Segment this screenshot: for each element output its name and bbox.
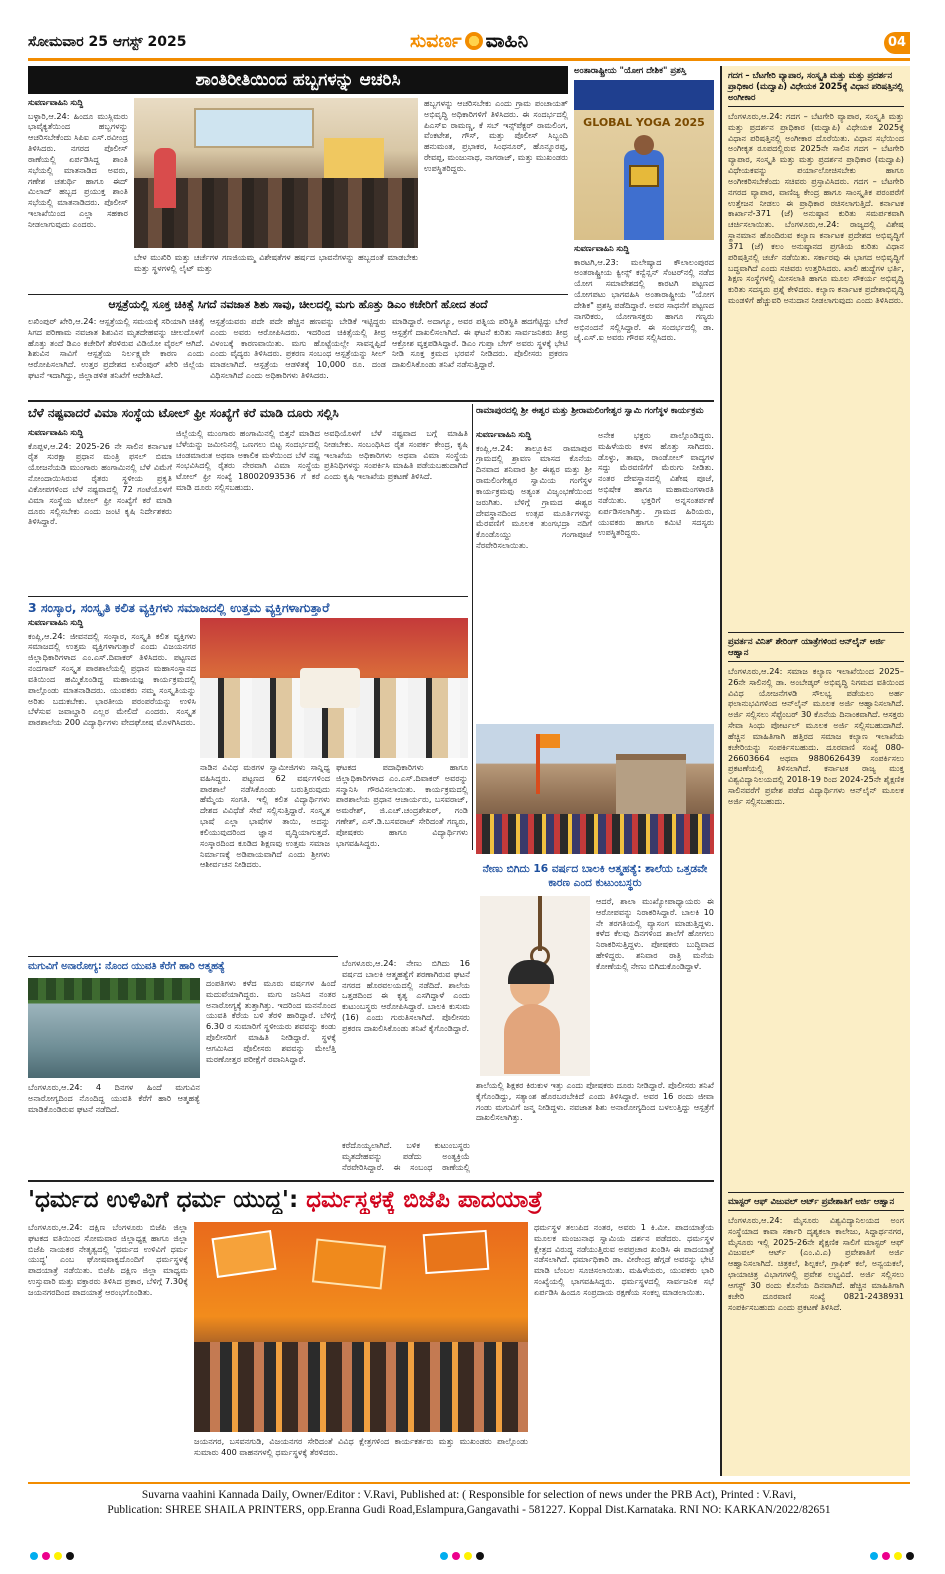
lake-caption — [28, 1082, 200, 1148]
footer — [28, 1488, 910, 1518]
yoga-photo-banner-text: GLOBAL YOGA 2025 — [583, 116, 705, 129]
padayatra-col1 — [28, 1222, 188, 1472]
festival-headline: ಶಾಂತಿರೀತಿಯಿಂದ ಹಬ್ಬಗಳನ್ನು ಆಚರಿಸಿ — [195, 70, 401, 90]
lake-bottom — [342, 1140, 470, 1174]
lake-photo — [28, 978, 200, 1078]
padayatra-photo-tail — [194, 1436, 528, 1472]
hospital-col2-text: ಆಸ್ಪತ್ರೆಯವರು ಪದೇ ಪದೇ ಹೆಚ್ಚಿನ ಹಣವನ್ನು ಬೇಡಿಕೆ ಇಟ್ಟಿದ್ದರು ಎಂದು ಅವರು ಆರೋಪಿಸಿದರು. ಇದರಿಂದ ಚಿಕಿತ್ಸೆಯಲ್ಲಿ ತೀವ್ರ ವಿಳಂಬಕ್ಕೆ ಕಾರಣವಾಯಿತು. ಮಗು ಹೊಟ್ಟೆಯಲ್ಲೇ ಸಾವನ್ನಪ್ಪಿದೆ ಎಂದು ವೈದ್ಯರು ತಿಳಿಸಿದರು. ಪ್ರಕರಣ ಸಂಬಂಧ ಆಸ್ಪತ್ರೆಯನ್ನು ಸೀಲ್ ಮಾಡಲಾಗಿದೆ. ಆಸ್ಪತ್ರೆಯ ಆಡಳಿತಕ್ಕೆ 10,000 ರೂ. ದಂಡ ವಿಧಿಸಲಾಗಿದೆ ಎಂದು ಅಧಿಕಾರಿಗಳು ತಿಳಿಸಿದರು. — [210, 316, 386, 381]
culture-col2 — [200, 762, 330, 948]
student-tail — [476, 1080, 714, 1148]
brand-emblem-icon — [465, 32, 483, 50]
right-block2-body: ಬೆಂಗಳೂರು,ಆ.24: ಸಮಾಜ ಕಲ್ಯಾಣ ಇಲಾಖೆಯಿಂದ 2025–26ನೇ ಸಾಲಿನಲ್ಲಿ ಡಾ. ಅಂಬೇಡ್ಕರ್ ಅಭಿವೃದ್ಧಿ ನಿಗಮದ ವತಿಯಿಂದ ವಿವಿಧ ಯೋಜನೆಗಳಡಿ ಸೌಲಭ್ಯ ಪಡೆಯಲು ಅರ್ಹ ಫಲಾನುಭವಿಗಳಿಂದ ಆನ್‌ಲೈನ್ ಮೂಲಕ ಅರ್ಜಿ ಆಹ್ವಾನಿಸಲಾಗಿದೆ. ಅರ್ಜಿ ಸಲ್ಲಿಸಲು ಸೆಪ್ಟೆಂಬರ್ 30 ಕೊನೆಯ ದಿನಾಂಕವಾಗಿದೆ. ಆಸಕ್ತರು ಸೇವಾ ಸಿಂಧು ಪೋರ್ಟಲ್ ಮೂಲಕ ಅರ್ಜಿ ಸಲ್ಲಿಸಬಹುದಾಗಿದೆ. ಹೆಚ್ಚಿನ ಮಾಹಿತಿಗಾಗಿ ಹತ್ತಿರದ ಸಮಾಜ ಕಲ್ಯಾಣ ಇಲಾಖೆಯ ಕಚೇರಿಯನ್ನು ಸಂಪರ್ಕಿಸಬಹುದು. ದೂರವಾಣಿ ಸಂಖ್ಯೆ 080-26603664 ಅಥವಾ 9880626439 ಸಂಪರ್ಕಿಸಲು ಪ್ರಕಟಣೆಯಲ್ಲಿ ತಿಳಿಸಲಾಗಿದೆ. ಕರ್ನಾಟಕ ರಾಜ್ಯ ಮುಕ್ತ ವಿಶ್ವವಿದ್ಯಾನಿಲಯದಲ್ಲಿ 2018-19 ರಿಂದ 2024-25ನೇ ಶೈಕ್ಷಣಿಕ ಸಾಲಿನವರೆಗೆ ಪ್ರವೇಶ ಪಡೆದ ವಿದ್ಯಾರ್ಥಿಗಳು ಆನ್‌ಲೈನ್ ಮೂಲಕ ಅರ್ಜಿ ಸಲ್ಲಿಸಬಹುದು. — [728, 666, 904, 806]
rope-icon — [538, 896, 542, 951]
section-divider — [28, 400, 714, 402]
padayatra-col3-text: ಧರ್ಮಸ್ಥಳ ತಲುಪಿದ ನಂತರ, ಅವರು 1 ಕಿ.ಮೀ. ಪಾದಯಾತ್ರೆಯ ಮೂಲಕ ಮಂಜುನಾಥ ಸ್ವಾಮಿಯ ದರ್ಶನ ಪಡೆದರು. ಧರ್ಮಸ್ಥಳ ಕ್ಷೇತ್ರದ ವಿರುದ್ಧ ನಡೆಯುತ್ತಿರುವ ಅಪಪ್ರಚಾರ ಖಂಡಿಸಿ ಈ ಪಾದಯಾತ್ರೆ ನಡೆಸಲಾಗಿದೆ. ಧರ್ಮಾಧಿಕಾರಿ ಡಾ. ವೀರೇಂದ್ರ ಹೆಗ್ಗಡೆ ಅವರನ್ನು ಭೇಟಿ ಮಾಡಿ ಬೆಂಬಲ ಸೂಚಿಸಲಾಯಿತು. ಮಹಿಳೆಯರು, ಯುವಕರು ಭಾರಿ ಸಂಖ್ಯೆಯಲ್ಲಿ ಭಾಗವಹಿಸಿದ್ದರು. ಧರ್ಮಸ್ಥಳದಲ್ಲಿ ಸಾರ್ವಜನಿಕ ಸಭೆ ಏರ್ಪಡಿಸಿ ಹಿಂದೂ ಸಂಪ್ರದಾಯ ರಕ್ಷಣೆಯ ಸಂಕಲ್ಪ ಮಾಡಲಾಯಿತು. — [534, 1222, 714, 1297]
padayatra-photo — [194, 1222, 528, 1432]
culture-byline: ಸುವರ್ಣವಾಹಿನಿ ಸುದ್ದಿ — [28, 618, 84, 627]
festival-photo — [134, 98, 418, 248]
brand-left: ಸುವರ್ಣ — [410, 30, 462, 52]
temple-col1-text: ಕಂಪ್ಲಿ,ಆ.24: ತಾಲ್ಲೂಕಿನ ರಾಮಾಪುರ ಗ್ರಾಮದಲ್ಲಿ ಶ್ರಾವಣ ಮಾಸದ ಕೊನೆಯ ದಿನವಾದ ಶನಿವಾರ ಶ್ರೀ ಈಶ್ವರ ಮತ್ತು ಶ್ರೀ ರಾಮಲಿಂಗೇಶ್ವರ ಸ್ವಾಮಿಯ ಗಂಗೆಸ್ಥಳ ಕಾರ್ಯಕ್ರಮವು ಅತ್ಯಂತ ವಿಜೃಂಭಣೆಯಿಂದ ಜರುಗಿತು. ಬೆಳಿಗ್ಗೆ ಗ್ರಾಮದ ಈಶ್ವರ ದೇವಸ್ಥಾನದಿಂದ ಉತ್ಸವ ಮೂರ್ತಿಗಳನ್ನು ಮೆರವಣಿಗೆ ಮೂಲಕ ತುಂಗಭದ್ರಾ ನದಿಗೆ ಕೊಂಡೊಯ್ದು ಗಂಗಾಪೂಜೆ ನೆರವೇರಿಸಲಾಯಿತು. — [476, 442, 592, 550]
student-headline: ನೇಣು ಬಿಗಿದು 16 ವರ್ಷದ ಬಾಲಕಿ ಆತ್ಮಹತ್ಯೆ: ಶಾಲೆಯ ಒತ್ತಡವೇ ಕಾರಣ ಎಂದ ಕುಟುಂಬಸ್ಥರು — [482, 863, 708, 889]
crop-col2-text: ಜಿಲ್ಲೆಯಲ್ಲಿ ಮುಂಗಾರು ಹಂಗಾಮಿನಲ್ಲಿ ಬಿತ್ತನೆ ಮಾಡಿದ ಬೆಳೆಯನ್ನು ಜಮೀನಿನಲ್ಲಿ ಒಣಗಲು ಬಿಟ್ಟ ಸಂದರ್ಭದಲ್ಲಿ ಚಂಡಮಾರುತ ಅಥವಾ ಅಕಾಲಿಕ ಮಳೆಯಿಂದ ಬೆಳೆ ನಷ್ಟ ಸಂಭವಿಸಿದಲ್ಲಿ ರೈತರು ನೇರವಾಗಿ ವಿಮಾ ಸಂಸ್ಥೆಯ ಟೋಲ್ ಫ್ರೀ ಸಂಖ್ಯೆ 18002093536 ಗೆ ಕರೆ ಮಾಡಿ ದೂರು ಸಲ್ಲಿಸಬಹುದು. — [176, 428, 320, 493]
masthead-date: ಸೋಮವಾರ 25 ಆಗಸ್ಟ್ 2025 — [28, 34, 187, 50]
right-block2-headline: ಪ್ರವರ್ತನ ವಿನಿತ್ ಶೇರಿಂಗ್ ಯಾತ್ರೆಗಳಿಂದ ಆನ್‌ಲೈನ್ ಅರ್ಜಿ ಆಹ್ವಾನ — [728, 632, 904, 662]
culture-photo — [200, 618, 468, 758]
hospital-col1 — [28, 316, 204, 396]
yoga-body-text: ಕಾರಟಗಿ,ಆ.23: ಮಲೇಷ್ಯಾದ ಕೌಲಾಲಂಪುರದ ಅಂತರಾಷ್ಟ್ರೀಯ ಕ್ವೀನ್ಸ್ ಕನ್ವೆನ್ಷನ್ ಸೆಂಟರ್‌ನಲ್ಲಿ ನಡೆದ ಯೋಗ ಸಮಾವೇಶದಲ್ಲಿ ಕಾರಟಗಿ ಪಟ್ಟಣದ ಯೋಗಪಟು ಭಾಗವಹಿಸಿ ಅಂತಾರಾಷ್ಟ್ರೀಯ "ಯೋಗ ದೇಶಿಕ" ಪ್ರಶಸ್ತಿ ಪಡೆದಿದ್ದಾರೆ. ಅವರ ಸಾಧನೆಗೆ ಪಟ್ಟಣದ ನಾಗರಿಕರು, ಯೋಗಾಸಕ್ತರು ಹಾಗೂ ಗಣ್ಯರು ಅಭಿನಂದನೆ ಸಲ್ಲಿಸಿದ್ದಾರೆ. ಈ ಸಂದರ್ಭದಲ್ಲಿ ಡಾ. ಜೈ.ಎಸ್.ಐ ಅವರು ಗೌರವ ಸಲ್ಲಿಸಿದರು. — [574, 256, 714, 343]
footer-line2: Publication: SHREE SHAILA PRINTERS, opp.Eranna Gudi Road,Eslampura,Gangavathi - 581227. Koppal Dist.Karnataka. RNI NO: KARKAN/2022/82651 — [107, 1504, 831, 1516]
culture-col3-text: ಘಟಕದ ಪದಾಧಿಕಾರಿಗಳು ಹಾಗೂ ಜಿಲ್ಲಾಧಿಕಾರಿಗಳಾದ ಎಂ.ಎಸ್.ದಿವಾಕರ್ ಅವರನ್ನು ಸನ್ಮಾನಿಸಿ ಗೌರವಿಸಲಾಯಿತು. ಕಾರ್ಯಕ್ರಮದಲ್ಲಿ ಪಾಠಶಾಲೆಯ ಪ್ರಧಾನ ಆಚಾರ್ಯರು, ಬಸವರಾಜ್, ಅಮರೇಶ್, ಜಿ.ಎಚ್.ಚಂದ್ರಶೇಖರ್, ಗಂಡಿ ಗಣೇಶ್, ಎಸ್.ಡಿ.ಬಸವರಾಜ್ ಸೇರಿದಂತೆ ಗಣ್ಯರು, ಪೋಷಕರು ಹಾಗೂ ವಿದ್ಯಾರ್ಥಿಗಳು ಭಾಗವಹಿಸಿದ್ದರು. — [336, 762, 468, 848]
culture-col1 — [28, 618, 196, 948]
culture-col1-text: ಕಂಪ್ಲಿ,ಆ.24: ಜೀವನದಲ್ಲಿ ಸಂಸ್ಕಾರ, ಸಂಸ್ಕೃತಿ ಕಲಿತ ವ್ಯಕ್ತಿಗಳು ಸಮಾಜದಲ್ಲಿ ಉತ್ತಮ ವ್ಯಕ್ತಿಗಳಾಗುತ್ತಾರೆ ಎಂದು ವಿಜಯನಗರ ಜಿಲ್ಲಾಧಿಕಾರಿಗಳಾದ ಎಂ.ಎಸ್.ದಿವಾಕರ್ ತಿಳಿಸಿದರು. ಪಟ್ಟಣದ ನಂದಗಾವ್ ಸಂಸ್ಕೃತ ಪಾಠಶಾಲೆಯಲ್ಲಿ ಪ್ರಧಾನ ಮಹಾಸಂಸ್ಥಾನದ ವತಿಯಿಂದ ಹಮ್ಮಿಕೊಂಡಿದ್ದ ಮಹಾಯಜ್ಞ ಕಾರ್ಯಕ್ರಮದಲ್ಲಿ ಪಾಲ್ಗೊಂಡು ಮಾತನಾಡಿದರು. ಯುವಕರು ನಮ್ಮ ಸಂಸ್ಕೃತಿಯನ್ನು ಅರಿತು ಬದುಕಬೇಕು. ಭಾರತೀಯ ಪರಂಪರೆಯನ್ನು ಉಳಿಸಿ ಬೆಳೆಸುವ ಜವಾಬ್ದಾರಿ ಎಲ್ಲರ ಮೇಲಿದೆ ಎಂದರು. ಸಂಸ್ಕೃತ ಪಾಠಶಾಲೆಯ 200 ವಿದ್ಯಾರ್ಥಿಗಳು ವೇದಘೋಷ ಮೊಳಗಿಸಿದರು. — [28, 630, 196, 728]
lake-bottom-text: ಕರೆದೊಯ್ಯಲಾಗಿದೆ. ಬಳಿಕ ಕುಟುಂಬಸ್ಥರು ಮೃತದೇಹವನ್ನು ಪಡೆದು ಅಂತ್ಯಕ್ರಿಯೆ ನೆರವೇರಿಸಿದ್ದಾರೆ. ಈ ಸಂಬಂಧ ಠಾಣೆಯಲ್ಲಿ — [342, 1140, 470, 1172]
page-number: 04 — [884, 32, 910, 54]
yoga-byline: ಸುವರ್ಣವಾಹಿನಿ ಸುದ್ದಿ — [574, 244, 630, 253]
brand-right: ವಾಹಿನಿ — [485, 30, 529, 52]
festival-col2-tail — [134, 252, 418, 288]
padayatra-rule — [28, 1180, 714, 1182]
padayatra-headline — [28, 1186, 714, 1214]
hospital-col1-text: ಲಖಿಂಪುರ್ ಖೇರಿ,ಆ.24: ಆಸ್ಪತ್ರೆಯಲ್ಲಿ ಸಮಯಕ್ಕೆ ಸರಿಯಾಗಿ ಚಿಕಿತ್ಸೆ ಸಿಗದ ಪರಿಣಾಮ ನವಜಾತ ಶಿಶುವಿನ ಮೃತದೇಹವನ್ನು ಚೀಲದೊಳಗೆ ಹೊತ್ತು ತಂದೆ ಡಿಎಂ ಕಚೇರಿಗೆ ತೆರಳಿರುವ ವಿಡಿಯೋ ವೈರಲ್ ಆಗಿದೆ. ಶಿಶುವಿನ ಸಾವಿಗೆ ಆಸ್ಪತ್ರೆಯ ನಿರ್ಲಕ್ಷ್ಯವೇ ಕಾರಣ ಎಂದು ಆರೋಪಿಸಲಾಗಿದೆ. ಉತ್ತರ ಪ್ರದೇಶದ ಲಖಿಂಪುರ್ ಖೇರಿ ಜಿಲ್ಲೆಯ ಘಟನೆ ಇದಾಗಿದ್ದು, ಜಿಲ್ಲಾಡಳಿತ ತನಿಖೆಗೆ ಆದೇಶಿಸಿದೆ. — [28, 316, 204, 381]
culture-col3 — [336, 762, 468, 948]
footer-line1: Suvarna vaahini Kannada Daily, Owner/Editor : V.Ravi, Published at: ( Responsible for selection of news under the PRB Act), Printed : V.Ravi, — [141, 1489, 797, 1501]
right-block3-body: ಬೆಂಗಳೂರು,ಆ.24: ಮೈಸೂರು ವಿಶ್ವವಿದ್ಯಾನಿಲಯದ ಅಂಗ ಸಂಸ್ಥೆಯಾದ ಕಾವಾ ಸರ್ಕಾರಿ ದೃಶ್ಯಕಲಾ ಕಾಲೇಜು, ಸಿದ್ದಾರ್ಥನಗರ, ಮೈಸೂರು ಇಲ್ಲಿ 2025-26ನೇ ಶೈಕ್ಷಣಿಕ ಸಾಲಿಗೆ ಮಾಸ್ಟರ್ ಆಫ್ ವಿಜುವಲ್ ಆರ್ಟ್ (ಎಂ.ವಿ.ಎ) ಪ್ರವೇಶಾತಿಗೆ ಅರ್ಜಿ ಆಹ್ವಾನಿಸಲಾಗಿದೆ. ಚಿತ್ರಕಲೆ, ಶಿಲ್ಪಕಲೆ, ಗ್ರಾಫಿಕ್ ಕಲೆ, ಅನ್ವಯಕಲೆ, ಛಾಯಾಚಿತ್ರ ವಿಭಾಗಗಳಲ್ಲಿ ಪ್ರವೇಶ ಲಭ್ಯವಿದೆ. ಅರ್ಜಿ ಸಲ್ಲಿಸಲು ಆಗಸ್ಟ್ 30 ರಂದು ಕೊನೆಯ ದಿನವಾಗಿದೆ. ಹೆಚ್ಚಿನ ಮಾಹಿತಿಗಾಗಿ ಕಚೇರಿ ದೂರವಾಣಿ ಸಂಖ್ಯೆ 0821-2438931 ಸಂಪರ್ಕಿಸಬಹುದು ಎಂದು ಪ್ರಕಟಣೆ ತಿಳಿಸಿದೆ. — [728, 1215, 904, 1312]
padayatra-headline-part1: 'ಧರ್ಮದ ಉಳಿವಿಗೆ ಧರ್ಮ ಯುದ್ಧ': — [28, 1187, 299, 1213]
festival-headline-banner — [28, 66, 568, 94]
padayatra-col3 — [534, 1222, 714, 1472]
festival-col2-tail-text: ಬೇಳ ಮುಖಿರಿ ಮತ್ತು ಚರ್ಚೆಗಳ ಗಣಜಿಯಮ್ಮ ವಿಶೇಷತೆಗಳ ಹರ್ಷದ ಭಾವನೆಗಳನ್ನು ಹಬ್ಬದಂತೆ ಮಾಡಬೇಕು ಮತ್ತು ಸ್ಥಳಗಳಲ್ಲಿ ಲೈಟ್ ಮತ್ತು — [134, 252, 418, 273]
festival-col3 — [424, 98, 568, 288]
lake-headline: ಮಗುವಿಗೆ ಅನಾರೋಗ್ಯ: ನೊಂದ ಯುವತಿ ಕೆರೆಗೆ ಹಾರಿ ಆತ್ಮಹತ್ಯೆ — [28, 956, 338, 973]
crop-col2 — [176, 428, 320, 584]
padayatra-photo-tail-text: ಜಯನಗರ, ಬಸವನಗುಡಿ, ವಿಜಯನಗರ ಸೇರಿದಂತೆ ವಿವಿಧ ಕ್ಷೇತ್ರಗಳಿಂದ ಕಾರ್ಯಕರ್ತರು ಮತ್ತು ಮುಖಂಡರು ಪಾಲ್ಗೊಂಡು ಸುಮಾರು 400 ವಾಹನಗಳಲ್ಲಿ ಧರ್ಮಸ್ಥಳಕ್ಕೆ ತೆರಳಿದರು. — [194, 1436, 528, 1457]
temple-photo — [476, 724, 714, 854]
festival-col3-text: ಹಬ್ಬಗಳನ್ನು ಆಚರಿಸಬೇಕು ಎಂದು ಗ್ರಾಮ ಪಂಚಾಯತ್ ಅಭಿವೃದ್ಧಿ ಅಧಿಕಾರಿಗಳಿಗೆ ತಿಳಿಸಿದರು. ಈ ಸಂದರ್ಭದಲ್ಲಿ ಪಿಎಸ್ಐ ರಾಮಣ್ಣ, ಕೆ ಸಬ್ ಇನ್ಸ್‌ಪೆಕ್ಟರ್ ರಾಮಲಿಂಗ, ವೆಂಕಟೇಶ, ಗೌಸ್, ಮತ್ತು ಪೊಲೀಸ್ ಸಿಬ್ಬಂದಿ ಹನುಮಂತ, ಪ್ರಭಾಕರ, ಸಿಂಧನೂರ್, ಹೊನ್ನೂರಪ್ಪ, ರೇವಪ್ಪ, ಮಂಜುನಾಥ, ನಾಗರಾಜ್, ಮತ್ತು ಮುಖಂಡರು ಉಪಸ್ಥಿತರಿದ್ದರು. — [424, 98, 568, 173]
footer-rule — [28, 1482, 910, 1484]
lake-col3 — [342, 958, 470, 1136]
crop-col1-text: ಕೊಪ್ಪಳ,ಆ.24: 2025-26 ನೇ ಸಾಲಿನ ಕರ್ನಾಟಕ ರೈತ ಸುರಕ್ಷಾ ಪ್ರಧಾನ ಮಂತ್ರಿ ಫಸಲ್ ಬಿಮಾ ಯೋಜನೆಯಡಿ ಮುಂಗಾರು ಹಂಗಾಮಿನಲ್ಲಿ ಬೆಳೆ ವಿಮೆಗೆ ನೋಂದಾಯಿಸಿರುವ ರೈತರು ಸ್ಥಳೀಯ ಪ್ರಕೃತಿ ವಿಕೋಪಗಳಿಂದ ಬೆಳೆ ನಷ್ಟವಾದಲ್ಲಿ 72 ಗಂಟೆಯೊಳಗೆ ವಿಮಾ ಸಂಸ್ಥೆಯ ಟೋಲ್ ಫ್ರೀ ಸಂಖ್ಯೆಗೆ ಕರೆ ಮಾಡಿ ದೂರು ಸಲ್ಲಿಸಬೇಕು ಎಂದು ಜಂಟಿ ಕೃಷಿ ನಿರ್ದೇಶಕರು ತಿಳಿಸಿದ್ದಾರೆ. — [28, 440, 172, 527]
hospital-col3 — [392, 316, 568, 396]
student-body-text: ಆದರೆ, ಶಾಲಾ ಮುಖ್ಯೋಪಾಧ್ಯಾಯರು ಈ ಆರೋಪವನ್ನು ನಿರಾಕರಿಸಿದ್ದಾರೆ. ಬಾಲಕಿ 10 ನೇ ತರಗತಿಯಲ್ಲಿ ವ್ಯಾಸಂಗ ಮಾಡುತ್ತಿದ್ದಳು. ಕಳೆದ ಕೆಲವು ದಿನಗಳಿಂದ ಶಾಲೆಗೆ ಹೋಗಲು ನಿರಾಕರಿಸುತ್ತಿದ್ದಳು. ಪೋಷಕರು ಬುದ್ಧಿವಾದ ಹೇಳಿದ್ದರು. ಶನಿವಾರ ರಾತ್ರಿ ಮನೆಯ ಕೋಣೆಯಲ್ಲಿ ನೇಣು ಬಿಗಿದುಕೊಂಡಿದ್ದಾಳೆ. — [596, 896, 714, 971]
crop-col3-text: ಅವಧಿಯೊಳಗೆ ಬೆಳೆ ನಷ್ಟವಾದ ಬಗ್ಗೆ ಮಾಹಿತಿ ನೀಡಬೇಕು. ಸಂಬಂಧಿಸಿದ ರೈತ ಸಂಪರ್ಕ ಕೇಂದ್ರ, ಕೃಷಿ ಇಲಾಖೆಯ ಅಧಿಕಾರಿಗಳು ಅಥವಾ ವಿಮಾ ಸಂಸ್ಥೆಯ ಪ್ರತಿನಿಧಿಗಳನ್ನು ಸಂಪರ್ಕಿಸಿ ಮಾಹಿತಿ ಪಡೆಯಬಹುದಾಗಿದೆ ಎಂದು ಕೃಷಿ ಇಲಾಖೆಯ ಪ್ರಕಟಣೆ ತಿಳಿಸಿದೆ. — [324, 428, 468, 482]
hospital-col3-text: ಮಾಡಿದ್ದಾರೆ. ಅದಾಗ್ಯೂ, ಅವರ ಪತ್ನಿಯ ಪರಿಸ್ಥಿತಿ ಹದಗೆಟ್ಟಿದ್ದು ಬೇರೆ ಆಸ್ಪತ್ರೆಗೆ ದಾಖಲಿಸಲಾಗಿದೆ. ಈ ಘಟನೆ ಕುರಿತು ಸಾರ್ವಜನಿಕರು ತೀವ್ರ ಆಕ್ರೋಶ ವ್ಯಕ್ತಪಡಿಸಿದ್ದಾರೆ. ಡಿಎಂ ಗುಪ್ತಾ ಬೇಗ್ ಅವರು ಸ್ಥಳಕ್ಕೆ ಭೇಟಿ ನೀಡಿ ಸೂಕ್ತ ಕ್ರಮದ ಭರವಸೆ ನೀಡಿದರು. ಪೊಲೀಸರು ಪ್ರಕರಣ ದಾಖಲಿಸಿಕೊಂಡು ತನಿಖೆ ನಡೆಸುತ್ತಿದ್ದಾರೆ. — [392, 316, 568, 370]
brand-logo — [410, 28, 528, 54]
hospital-col2 — [210, 316, 386, 396]
right-block3-headline: ಮಾಸ್ಟರ್ ಆಫ್ ವಿಜುವಲ್ ಆರ್ಟ್ ಪ್ರವೇಶಾತಿಗೆ ಅರ್ಜಿ ಆಹ್ವಾನ — [728, 1192, 904, 1211]
lake-col3-text: ಬೆಂಗಳೂರು,ಆ.24: ನೇಣು ಬಿಗಿದು 16 ವರ್ಷದ ಬಾಲಕಿ ಆತ್ಮಹತ್ಯೆಗೆ ಶರಣಾಗಿರುವ ಘಟನೆ ನಗರದ ಹೊರವಲಯದಲ್ಲಿ ನಡೆದಿದೆ. ಶಾಲೆಯ ಒತ್ತಡದಿಂದ ಈ ಕೃತ್ಯ ಎಸಗಿದ್ದಾಳೆ ಎಂದು ಕುಟುಂಬಸ್ಥರು ಆರೋಪಿಸಿದ್ದಾರೆ. ಬಾಲಕಿ ಕುಸುಮ (16) ಎಂದು ಗುರುತಿಸಲಾಗಿದೆ. ಪೊಲೀಸರು ಪ್ರಕರಣ ದಾಖಲಿಸಿಕೊಂಡು ತನಿಖೆ ಕೈಗೊಂಡಿದ್ದಾರೆ. — [342, 958, 470, 1033]
yoga-label: ಅಂತಾರಾಷ್ಟ್ರೀಯ "ಯೋಗ ದೇಶಿಕ" ಪ್ರಶಸ್ತಿ — [574, 66, 687, 76]
crop-col3 — [324, 428, 468, 584]
padayatra-headline-part2: ಧರ್ಮಸ್ಥಳಕ್ಕೆ ಬಿಜೆಪಿ ಪಾದಯಾತ್ರೆ — [306, 1187, 543, 1213]
lake-col2-text: ದಂಪತಿಗಳು ಕಳೆದ ಮೂರು ವರ್ಷಗಳ ಹಿಂದೆ ಮದುವೆಯಾಗಿದ್ದರು. ಮಗು ಜನಿಸಿದ ನಂತರ ಅನಾರೋಗ್ಯಕ್ಕೆ ತುತ್ತಾಗಿತ್ತು. ಇದರಿಂದ ಮನನೊಂದ ಯುವತಿ ಕೆರೆಯ ಬಳಿ ತೆರಳಿ ಹಾರಿದ್ದಾರೆ. ಬೆಳಿಗ್ಗೆ 6.30 ರ ಸುಮಾರಿಗೆ ಸ್ಥಳೀಯರು ಶವವನ್ನು ಕಂಡು ಪೊಲೀಸರಿಗೆ ಮಾಹಿತಿ ನೀಡಿದ್ದಾರೆ. ಸ್ಥಳಕ್ಕೆ ಆಗಮಿಸಿದ ಪೊಲೀಸರು ಶವವನ್ನು ಮೇಲೆತ್ತಿ ಮರಣೋತ್ತರ ಪರೀಕ್ಷೆಗೆ ರವಾನಿಸಿದ್ದಾರೆ. — [206, 978, 336, 1064]
right-column — [720, 66, 910, 1476]
masthead — [0, 0, 945, 62]
temple-column-rule — [472, 404, 473, 850]
culture-col2-text: ನಾಡಿನ ವಿವಿಧ ಮಠಗಳ ಸ್ವಾಮೀಜಿಗಳು ಸಾನ್ನಿಧ್ಯ ವಹಿಸಿದ್ದರು. ಪಟ್ಟಣದ 62 ವರ್ಷಗಳಿಂದ ಪಾಠಶಾಲೆ ನಡೆಸಿಕೊಂಡು ಬರುತ್ತಿರುವುದು ಹೆಮ್ಮೆಯ ಸಂಗತಿ. ಇಲ್ಲಿ ಕಲಿತ ವಿದ್ಯಾರ್ಥಿಗಳು ದೇಶದ ವಿವಿಧೆಡೆ ಸೇವೆ ಸಲ್ಲಿಸುತ್ತಿದ್ದಾರೆ. ಸಂಸ್ಕೃತ ಭಾಷೆ ಎಲ್ಲಾ ಭಾಷೆಗಳ ತಾಯಿ, ಅದನ್ನು ಕಲಿಯುವುದರಿಂದ ಜ್ಞಾನ ವೃದ್ಧಿಯಾಗುತ್ತದೆ. ಸಂಸ್ಕಾರದಿಂದ ಕೂಡಿದ ಶಿಕ್ಷಣವು ಉತ್ತಮ ಸಮಾಜ ನಿರ್ಮಾಣಕ್ಕೆ ಅಡಿಪಾಯವಾಗಿದೆ ಎಂದು ಶ್ರೀಗಳು ಆಶೀರ್ವಚನ ನೀಡಿದರು. — [200, 762, 330, 870]
festival-col1 — [28, 98, 128, 288]
temple-headline: ರಾಮಾಪುರದಲ್ಲಿ ಶ್ರೀ ಈಶ್ವರ ಮತ್ತು ಶ್ರೀರಾಮಲಿಂಗೇಶ್ವರ ಸ್ವಾಮಿ ಗಂಗೆಸ್ಥಳ ಕಾರ್ಯಕ್ರಮ — [476, 406, 704, 416]
lake-caption-text: ಬೆಂಗಳೂರು,ಆ.24: 4 ದಿನಗಳ ಹಿಂದೆ ಮಗುವಿನ ಅನಾರೋಗ್ಯದಿಂದ ನೊಂದಿದ್ದ ಯುವತಿ ಕೆರೆಗೆ ಹಾರಿ ಆತ್ಮಹತ್ಯೆ ಮಾಡಿಕೊಂಡಿರುವ ಘಟನೆ ನಡೆದಿದೆ. — [28, 1082, 200, 1114]
padayatra-col1-text: ಬೆಂಗಳೂರು,ಆ.24: ದಕ್ಷಿಣ ಬೆಂಗಳೂರು ಬಿಜೆಪಿ ಜಿಲ್ಲಾ ಘಟಕದ ವತಿಯಿಂದ ಸೋಮವಾರ ಜಿಲ್ಲಾಧ್ಯಕ್ಷ ಹಾಗೂ ಜಿಲ್ಲಾ ಬಿಜೆಪಿ ನಾಯಕರ ನೇತೃತ್ವದಲ್ಲಿ 'ಧರ್ಮದ ಉಳಿವಿಗೆ ಧರ್ಮ ಯುದ್ಧ' ಎಂಬ ಘೋಷವಾಕ್ಯದೊಂದಿಗೆ ಧರ್ಮಸ್ಥಳಕ್ಕೆ ಪಾದಯಾತ್ರೆ ನಡೆಯಿತು. ಬಿಜೆಪಿ ದಕ್ಷಿಣ ಜಿಲ್ಲಾ ಮಾಧ್ಯಮ ಉಸ್ತುವಾರಿ ಮತ್ತು ವಕ್ತಾರರು ತಿಳಿಸಿದ ಪ್ರಕಾರ, ಬೆಳಿಗ್ಗೆ 7.30ಕ್ಕೆ ಜಯನಗರದಿಂದ ಪಾದಯಾತ್ರೆ ಆರಂಭಗೊಂಡಿತು. — [28, 1222, 188, 1297]
student-body — [596, 896, 714, 1076]
student-illustration — [480, 896, 590, 1076]
registration-marks — [0, 1548, 945, 1568]
lake-col2 — [206, 978, 336, 1148]
crop-col1 — [28, 428, 172, 584]
temple-col2-text: ಅನೇಕ ಭಕ್ತರು ಪಾಲ್ಗೊಂಡಿದ್ದರು. ಮಹಿಳೆಯರು ಕಳಸ ಹೊತ್ತು ಸಾಗಿದರು. ಡೊಳ್ಳು, ತಾಷಾ, ರಾಂಡೋಲ್ ವಾದ್ಯಗಳ ಸದ್ದು ಮೆರವಣಿಗೆಗೆ ಮೆರುಗು ನೀಡಿತು. ನಂತರ ದೇವಸ್ಥಾನದಲ್ಲಿ ವಿಶೇಷ ಪೂಜೆ, ಅಭಿಷೇಕ ಹಾಗೂ ಮಹಾಮಂಗಳಾರತಿ ನಡೆಯಿತು. ಭಕ್ತರಿಗೆ ಅನ್ನಸಂತರ್ಪಣೆ ಏರ್ಪಡಿಸಲಾಗಿತ್ತು. ಗ್ರಾಮದ ಹಿರಿಯರು, ಯುವಕರು ಹಾಗೂ ಕಮಿಟಿ ಸದಸ್ಯರು ಉಪಸ್ಥಿತರಿದ್ದರು. — [598, 430, 714, 538]
temple-byline: ಸುವರ್ಣವಾಹಿನಿ ಸುದ್ದಿ — [476, 430, 532, 439]
yoga-body — [574, 244, 714, 394]
hospital-headline: ಆಸ್ಪತ್ರೆಯಲ್ಲಿ ಸೂಕ್ತ ಚಿಕಿತ್ಸೆ ಸಿಗದೆ ನವಜಾತ ಶಿಶು ಸಾವು, ಚೀಲದಲ್ಲಿ ಮಗು ಹೊತ್ತು ಡಿಎಂ ಕಚೇರಿಗೆ ಹೋದ ತಂದೆ — [28, 294, 568, 312]
right-block1-headline: ಗದಗ – ಬೆಟಗೇರಿ ವ್ಯಾಪಾರ, ಸಂಸ್ಕೃತಿ ಮತ್ತು ಮತ್ತು ಪ್ರದರ್ಶನ ಪ್ರಾಧಿಕಾರ (ಮದ್ವಾಪಿ) ವಿಧೇಯಕ 2025ಕ್ಕೆ ವಿಧಾನ ಪರಿಷತ್ತಿನಲ್ಲಿ ಅಂಗೀಕಾರ — [728, 70, 904, 107]
festival-byline: ಸುವರ್ಣವಾಹಿನಿ ಸುದ್ದಿ — [28, 98, 84, 107]
crop-headline: ಬೆಳೆ ನಷ್ಟವಾದರೆ ವಿಮಾ ಸಂಸ್ಥೆಯ ಟೋಲ್ ಫ್ರೀ ಸಂಖ್ಯೆಗೆ ಕರೆ ಮಾಡಿ ದೂರು ಸಲ್ಲಿಸಿ — [28, 406, 339, 420]
culture-headline: 3 ಸಂಸ್ಕಾರ, ಸಂಸ್ಕೃತಿ ಕಲಿತ ವ್ಯಕ್ತಿಗಳು ಸಮಾಜದಲ್ಲಿ ಉತ್ತಮ ವ್ಯಕ್ತಿಗಳಾಗುತ್ತಾರೆ — [28, 596, 468, 615]
crop-byline: ಸುವರ್ಣವಾಹಿನಿ ಸುದ್ದಿ — [28, 428, 84, 437]
masthead-rule — [28, 58, 910, 61]
yoga-photo — [574, 80, 714, 240]
temple-col2 — [598, 430, 714, 720]
temple-col1 — [476, 430, 592, 720]
right-block1-body: ಬೆಂಗಳೂರು,ಆ.24: ಗದಗ – ಬೆಟಗೇರಿ ವ್ಯಾಪಾರ, ಸಂಸ್ಕೃತಿ ಮತ್ತು ಮತ್ತು ಪ್ರದರ್ಶನ ಪ್ರಾಧಿಕಾರ (ಮದ್ವಾಪಿ) ವಿಧೇಯಕ 2025ಕ್ಕೆ ವಿಧಾನ ಪರಿಷತ್ತಿನಲ್ಲಿ ಅಂಗೀಕಾರ ದೊರೆಯಿತು. ವಿಧಾನ ಸಭೆಯಿಂದ ಅಂಗೀಕೃತ ರೂಪದಲ್ಲಿರುವ 2025ನೇ ಸಾಲಿನ ಗದಗ – ಬೆಟಗೇರಿ ವ್ಯಾಪಾರ, ಸಂಸ್ಕೃತಿ ಮತ್ತು ಮತ್ತು ಪ್ರದರ್ಶನ ಪ್ರಾಧಿಕಾರ (ಮದ್ವಾಪಿ) ವಿಧೇಯಕವನ್ನು ಪರ್ಯಾಲೋಚಿಸಬೇಕು ಹಾಗೂ ಅಂಗೀಕರಿಸಬೇಕೆಂದು ಸಚಿವರು ಪ್ರಸ್ತಾವಿಸಿದರು. ಗದಗ – ಬೆಟಗೇರಿ ನಗರದ ವ್ಯಾಪಾರ, ವಾಣಿಜ್ಯ ಕೇಂದ್ರ ಹಾಗೂ ಸಾಂಸ್ಕೃತಿಕ ಪರಂಪರೆಗೆ ಉತ್ತೇಜನ ನೀಡಲು ಈ ಪ್ರಾಧಿಕಾರ ರಚಿಸಲಾಗುತ್ತಿದೆ. ಕರ್ನಾಟಕ ಕಾರ್ಖಾನೆ-371 (ಜೆ) ಅನುಷ್ಠಾನ ಕುರಿತು ಸಮರ್ಪಕವಾಗಿ ಚರ್ಚಿಸಲಾಯಿತು. ಬೆಂಗಳೂರು,ಆ.24: ರಾಜ್ಯದಲ್ಲಿ ವಿಶೇಷ ಸ್ಥಾನಮಾನ ಹೊಂದಿರುವ ಕಲ್ಯಾಣ ಕರ್ನಾಟಕ ಪ್ರದೇಶದ ಅಭಿವೃದ್ಧಿಗೆ 371 (ಜೆ) ಕಲಂ ಅನುಷ್ಠಾನದ ಪ್ರಗತಿಯ ಕುರಿತು ವಿಧಾನ ಪರಿಷತ್ತಿನಲ್ಲಿ ಚರ್ಚೆ ನಡೆಯಿತು. ಸರ್ಕಾರವು ಈ ಭಾಗದ ಅಭಿವೃದ್ಧಿಗೆ ಬದ್ಧವಾಗಿದೆ ಎಂದು ಸಚಿವರು ಉತ್ತರಿಸಿದರು. ಖಾಲಿ ಹುದ್ದೆಗಳ ಭರ್ತಿ, ಶಿಕ್ಷಣ ಸಂಸ್ಥೆಗಳಲ್ಲಿ ಮೀಸಲಾತಿ ಹಾಗೂ ಮೂಲ ಸೌಕರ್ಯ ಅಭಿವೃದ್ಧಿ ಕುರಿತು ಸದಸ್ಯರು ಪ್ರಶ್ನೆ ಕೇಳಿದರು. ಕಲ್ಯಾಣ ಕರ್ನಾಟಕ ಪ್ರದೇಶಾಭಿವೃದ್ಧಿ ಮಂಡಳಿಗೆ ಹೆಚ್ಚುವರಿ ಅನುದಾನ ನೀಡಲಾಗುವುದು ಎಂದು ತಿಳಿಸಿದರು. — [728, 111, 904, 306]
festival-col1-text: ಬಳ್ಳಾರಿ,ಆ.24: ಹಿಂದೂ ಮುಸ್ಲಿಮರು ಭಾವೈಕ್ಯತೆಯಿಂದ ಹಬ್ಬಗಳನ್ನು ಆಚರಿಸಬೇಕೆಂದು ಸಿಪಿಐ ಎಸ್.ರವೀಂದ್ರ ತಿಳಿಸಿದರು. ನಗರದ ಪೊಲೀಸ್ ಠಾಣೆಯಲ್ಲಿ ಏರ್ಪಡಿಸಿದ್ದ ಶಾಂತಿ ಸಭೆಯಲ್ಲಿ ಮಾತನಾಡಿದ ಅವರು, ಗಣೇಶ ಚತುರ್ಥಿ ಹಾಗೂ ಈದ್ ಮಿಲಾದ್ ಹಬ್ಬದ ಪ್ರಯುಕ್ತ ಶಾಂತಿ ಸಭೆಯಲ್ಲಿ ಮಾತನಾಡಿದರು. ಪೊಲೀಸ್ ಇಲಾಖೆಯಿಂದ ಎಲ್ಲಾ ಸಹಕಾರ ನೀಡಲಾಗುವುದು ಎಂದರು. — [28, 110, 128, 229]
student-tail-text: ಶಾಲೆಯಲ್ಲಿ ಶಿಕ್ಷಕರ ಕಿರುಕುಳ ಇತ್ತು ಎಂದು ಪೋಷಕರು ದೂರು ನೀಡಿದ್ದಾರೆ. ಪೊಲೀಸರು ತನಿಖೆ ಕೈಗೊಂಡಿದ್ದು, ಸತ್ಯಾಂಶ ಹೊರಬರಬೇಕಿದೆ ಎಂದು ತಿಳಿಸಿದ್ದಾರೆ. ಅವರ 16 ರಂದು ಜೀವಾ ಗಂಡು ಮಗುವಿಗೆ ಜನ್ಮ ನೀಡಿದ್ದಳು. ನವಜಾತ ಶಿಶು ಅನಾರೋಗ್ಯದಿಂದ ಬಳಲುತ್ತಿದ್ದು ಆಸ್ಪತ್ರೆಗೆ ದಾಖಲಿಸಲಾಗಿತ್ತು. — [476, 1080, 714, 1123]
